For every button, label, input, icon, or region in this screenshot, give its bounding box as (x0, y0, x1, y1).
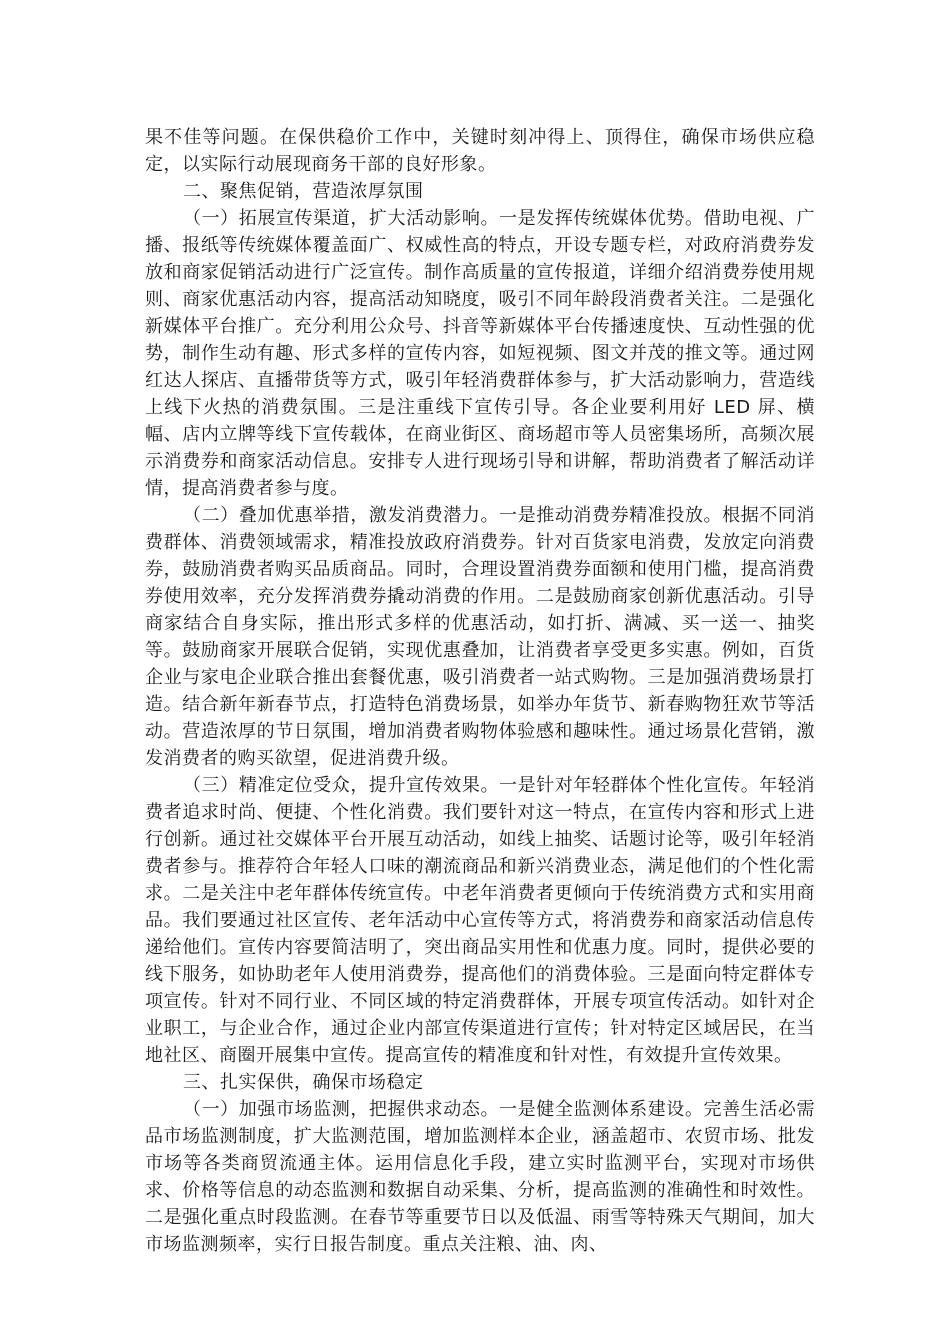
document-body (145, 124, 815, 1258)
paragraph-2-2: （二）叠加优惠举措，激发消费潜力。一是推动消费券精准投放。根据不同消费群体、消费领域需求，精准投放政府消费券。针对百货家电消费，发放定向消费券，鼓励消费者购买品质商品。同时，合理设置消费券面额和使用门槛，提高消费券使用效率，充分发挥消费券撬动消费的作用。二是鼓励商家创新优惠活动。引导商家结合自身实际，推出形式多样的优惠活动，如打折、满减、买一送一、抽奖等。鼓励商家开展联合促销，实现优惠叠加，让消费者享受更多实惠。例如，百货企业与家电企业联合推出套餐优惠，吸引消费者一站式购物。三是加强消费场景打造。结合新年新春节点，打造特色消费场景，如举办年货节、新春购物狂欢节等活动。营造浓厚的节日氛围，增加消费者购物体验感和趣味性。通过场景化营销，激发消费者的购买欲望，促进消费升级。 (145, 505, 815, 769)
paragraph-2-3: （三）精准定位受众，提升宣传效果。一是针对年轻群体个性化宣传。年轻消费者追求时尚、便捷、个性化消费。我们要针对这一特点，在宣传内容和形式上进行创新。通过社交媒体平台开展互动活动，如线上抽奖、话题讨论等，吸引年轻消费者参与。推荐符合年轻人口味的潮流商品和新兴消费业态，满足他们的个性化需求。二是关注中老年群体传统宣传。中老年消费者更倾向于传统消费方式和实用商品。我们要通过社区宣传、老年活动中心宣传等方式，将消费券和商家活动信息传递给他们。宣传内容要简洁明了，突出商品实用性和优惠力度。同时，提供必要的线下服务，如协助老年人使用消费券，提高他们的消费体验。三是面向特定群体专项宣传。针对不同行业、不同区域的特定消费群体，开展专项宣传活动。如针对企业职工，与企业合作，通过企业内部宣传渠道进行宣传；针对特定区域居民，在当地社区、商圈开展集中宣传。提高宣传的精准度和针对性，有效提升宣传效果。 (145, 775, 815, 1066)
paragraph-2-1: （一）拓展宣传渠道，扩大活动影响。一是发挥传统媒体优势。借助电视、广播、报纸等传统媒体覆盖面广、权威性高的特点，开设专题专栏，对政府消费券发放和商家促销活动进行广泛宣传。制作高质量的宣传报道，详细介绍消费券使用规则、商家优惠活动内容，提高活动知晓度，吸引不同年龄段消费者关注。二是强化新媒体平台推广。充分利用公众号、抖音等新媒体平台传播速度快、互动性强的优势，制作生动有趣、形式多样的宣传内容，如短视频、图文并茂的推文等。通过网红达人探店、直播带货等方式，吸引年轻消费群体参与，扩大活动影响力，营造线上线下火热的消费氛围。三是注重线下宣传引导。各企业要利用好 LED 屏、横幅、店内立牌等线下宣传载体，在商业街区、商场超市等人员密集场所，高频次展示消费券和商家活动信息。安排专人进行现场引导和讲解，帮助消费者了解活动详情，提高消费者参与度。 (145, 208, 815, 499)
paragraph-continuation: 果不佳等问题。在保供稳价工作中，关键时刻冲得上、顶得住，确保市场供应稳定，以实际行动展现商务干部的良好形象。 (145, 127, 815, 175)
section-heading-2: 二、聚焦促销，营造浓厚氛围 (183, 181, 424, 202)
section-heading-3: 三、扎实保供，确保市场稳定 (183, 1072, 424, 1093)
paragraph-3-1: （一）加强市场监测，把握供求动态。一是健全监测体系建设。完善生活必需品市场监测制度，扩大监测范围，增加监测样本企业，涵盖超市、农贸市场、批发市场等各类商贸流通主体。运用信息化手段，建立实时监测平台，实现对市场供求、价格等信息的动态监测和数据自动采集、分析，提高监测的准确性和时效性。二是强化重点时段监测。在春节等重要节日以及低温、雨雪等特殊天气期间，加大市场监测频率，实行日报告制度。重点关注粮、油、肉、 (145, 1099, 815, 1255)
